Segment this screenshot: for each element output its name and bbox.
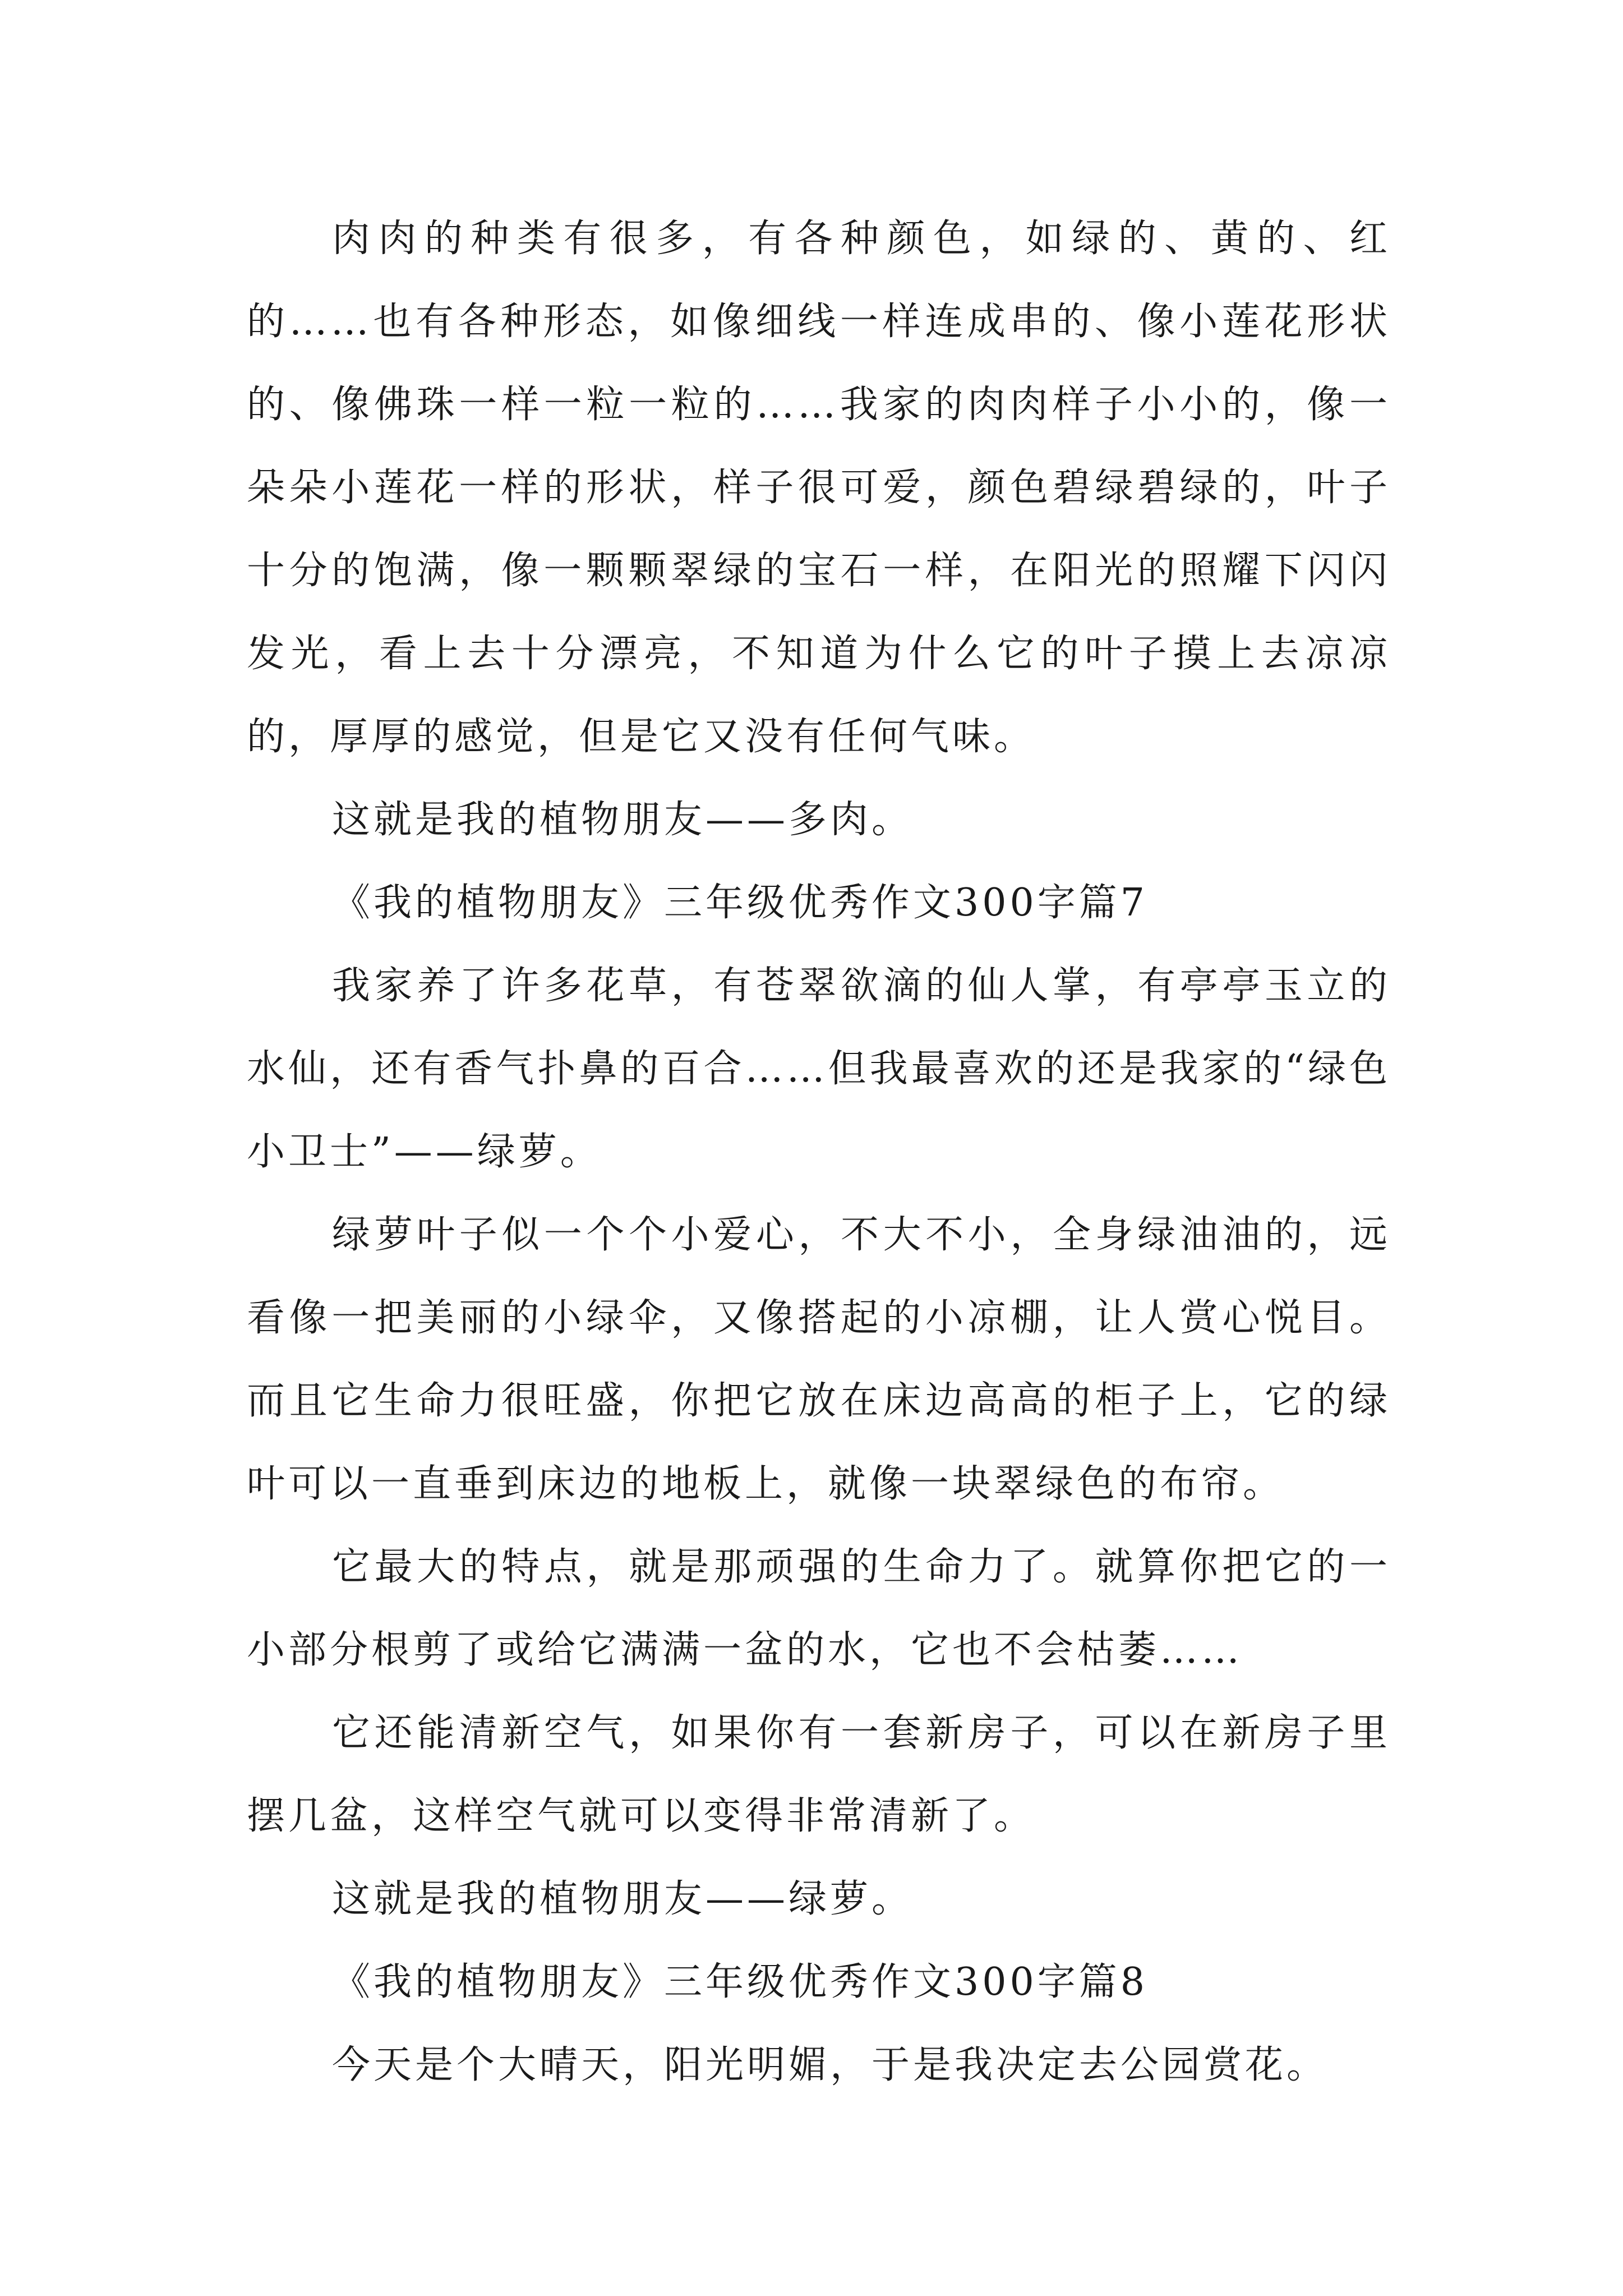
essay-heading-8: 《我的植物朋友》三年级优秀作文300字篇8 (332, 1960, 1149, 2004)
document-body (247, 197, 1391, 2107)
paragraph-succulent-closing: 这就是我的植物朋友——多肉。 (332, 798, 914, 842)
essay-heading-7: 《我的植物朋友》三年级优秀作文300字篇7 (332, 881, 1149, 925)
paragraph-pothos-vitality: 它最大的特点，就是那顽强的生命力了。就算你把它的一小部分根剪了或给它满满一盆的水，它也不会枯萎…… (247, 1545, 1391, 1672)
paragraph-pothos-intro: 我家养了许多花草，有苍翠欲滴的仙人掌，有亭亭玉立的水仙，还有香气扑鼻的百合……但我最喜欢的还是我家的“绿色小卫士”——绿萝。 (247, 964, 1391, 1174)
paragraph-essay8-opening: 今天是个大晴天，阳光明媚，于是我决定去公园赏花。 (332, 2043, 1329, 2087)
paragraph-succulent-description: 肉肉的种类有很多，有各种颜色，如绿的、黄的、红的……也有各种形态，如像细线一样连成串的、像小莲花形状的、像佛珠一样一粒一粒的……我家的肉肉样子小小的，像一朵朵小莲花一样的形状，样子很可爱，颜色碧绿碧绿的，叶子十分的饱满，像一颗颗翠绿的宝石一样，在阳光的照耀下闪闪发光，看上去十分漂亮，不知道为什么它的叶子摸上去凉凉的，厚厚的感觉，但是它又没有任何气味。 (247, 217, 1391, 759)
paragraph-pothos-leaves: 绿萝叶子似一个个小爱心，不大不小，全身绿油油的，远看像一把美丽的小绿伞，又像搭起的小凉棚，让人赏心悦目。而且它生命力很旺盛，你把它放在床边高高的柜子上，它的绿叶可以一直垂到床边的地板上，就像一块翠绿色的布帘。 (247, 1213, 1391, 1506)
paragraph-pothos-air: 它还能清新空气，如果你有一套新房子，可以在新房子里摆几盆，这样空气就可以变得非常清新了。 (247, 1711, 1391, 1838)
paragraph-pothos-closing: 这就是我的植物朋友——绿萝。 (332, 1877, 914, 1921)
